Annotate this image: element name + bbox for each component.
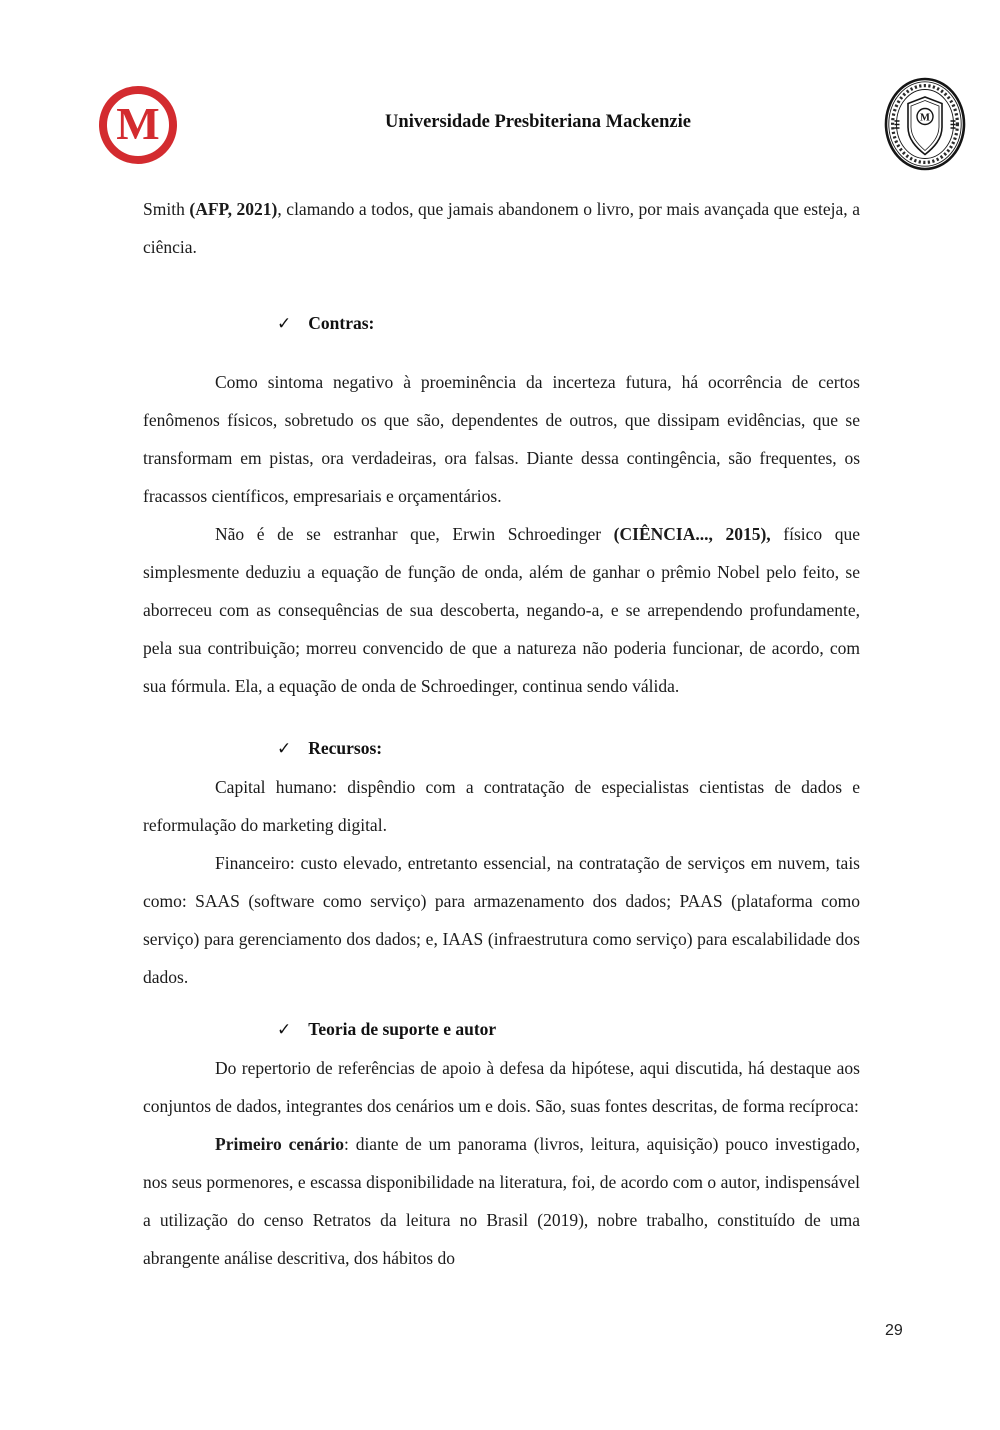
paragraph-smith-citation xyxy=(143,190,860,266)
paragraph-capital-humano: Capital humano: dispêndio com a contratação de especialistas cientistas de dados e reformulação do marketing digital. xyxy=(143,777,860,835)
checkmark-icon: ✓ xyxy=(277,314,292,334)
scenario-bold: Primeiro cenário xyxy=(215,1134,344,1154)
mackenzie-logo xyxy=(99,86,177,164)
checkmark-icon: ✓ xyxy=(277,1020,292,1040)
bullet-heading-teoria xyxy=(143,1010,860,1049)
seal-letter: M xyxy=(920,112,930,124)
paragraph-financeiro: Financeiro: custo elevado, entretanto essencial, na contratação de serviços em nuvem, tais como: SAAS (software como serviço) para armazenamento dos dados; PAAS (plataforma como serviço) para gerenciamento dos dados; e, IAAS (infraestrutura como serviço) para escalabilidade dos dados. xyxy=(143,853,860,987)
page-number: 29 xyxy=(885,1322,903,1339)
paragraph-primeiro-cenario xyxy=(143,1125,860,1277)
university-seal-icon xyxy=(883,76,967,172)
paragraph-text: Smith xyxy=(143,199,190,219)
checkmark-icon: ✓ xyxy=(277,739,292,759)
paragraph-schroedinger xyxy=(143,515,860,705)
university-seal-svg xyxy=(883,76,967,172)
paragraph-repertorio: Do repertorio de referências de apoio à defesa da hipótese, aqui discutida, há destaque aos conjuntos de dados, integrantes dos cenários um e dois. São, suas fontes descritas, de forma recíproca: xyxy=(143,1058,860,1116)
page-title: Universidade Presbiteriana Mackenzie xyxy=(385,112,691,132)
bullet-heading-contras xyxy=(143,304,860,343)
paragraph-text: : diante de um panorama (livros, leitura, aquisição) pouco investigado, nos seus pormenores, e escassa disponibilidade na literatura, foi, de acordo com o autor, indispensável a utilização do censo Retratos da leitura no Brasil (2019), nobre trabalho, constituído de uma abrangente análise descritiva, dos hábitos do xyxy=(143,1134,861,1268)
bullet-heading-label: Contras: xyxy=(308,313,375,333)
bullet-heading-label: Recursos: xyxy=(308,738,383,758)
bullet-heading-recursos xyxy=(143,729,860,768)
paragraph-text: Não é de se estranhar que, Erwin Schroedinger xyxy=(215,524,614,544)
mackenzie-logo-letter: M xyxy=(116,98,160,149)
bullet-heading-label: Teoria de suporte e autor xyxy=(308,1019,497,1039)
citation-bold: (CIÊNCIA..., 2015), xyxy=(613,524,771,544)
paragraph-text: físico que simplesmente deduziu a equação de função de onda, além de ganhar o prêmio Nobel pelo feito, se aborreceu com as consequências de sua descoberta, negando-a, e se arrependendo profundamente, pela sua contribuição; morreu convencido de que a natureza não poderia funcionar, de acordo, com sua fórmula. Ela, a equação de onda de Schroedinger, continua sendo válida. xyxy=(143,524,861,696)
paragraph-text: , clamando a todos, que jamais abandonem o livro, por mais avançada que esteja, a ciência. xyxy=(143,199,860,257)
document-body xyxy=(143,190,860,1277)
citation-bold: (AFP, 2021) xyxy=(189,199,278,219)
paragraph-como-sintoma: Como sintoma negativo à proeminência da incerteza futura, há ocorrência de certos fenômenos físicos, sobretudo os que são, dependentes de outros, que dissipam evidências, que se transformam em pistas, ora verdadeiras, ora falsas. Diante dessa contingência, são frequentes, os fracassos científicos, empresariais e orçamentários. xyxy=(143,372,860,506)
